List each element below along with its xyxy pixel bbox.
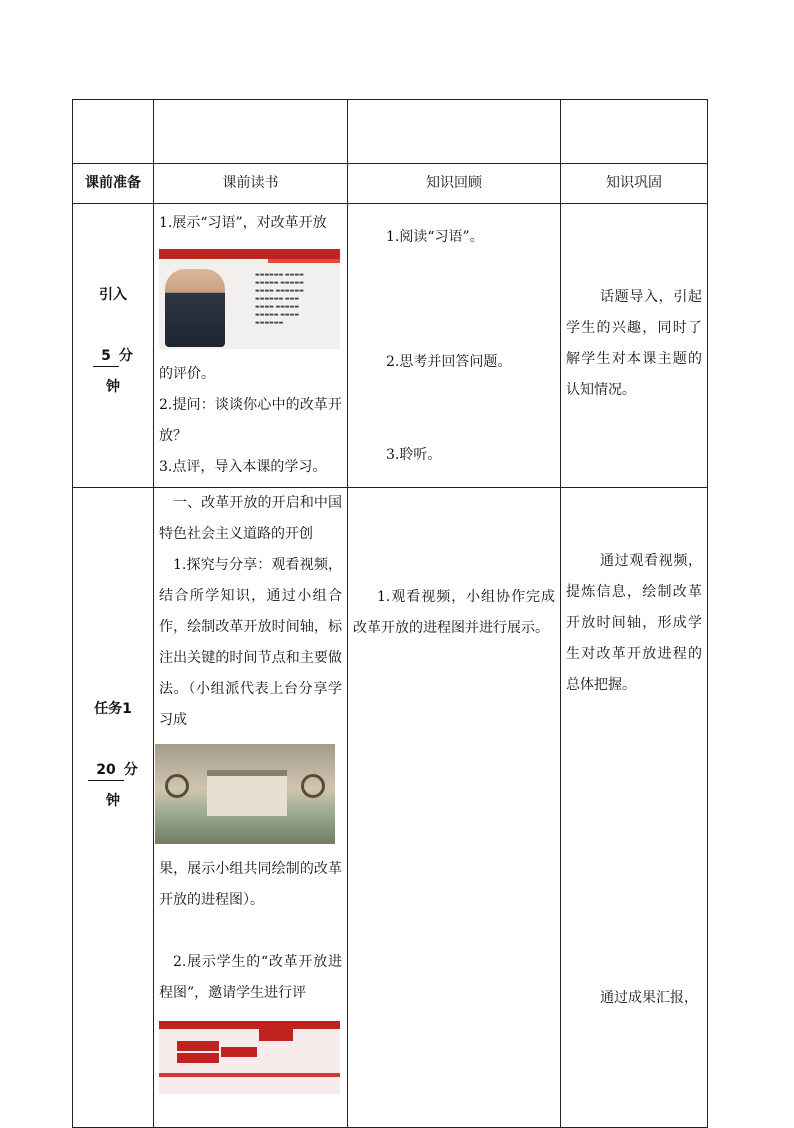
task1-teacher-4: 2.展示学生的“改革开放进程图”，邀请学生进行评 [159, 954, 342, 1001]
door-ring-right [301, 774, 325, 798]
col-consolidate-header: 知识巩固 [561, 164, 708, 204]
task1-student-1: 1.观看视频，小组协作完成改革开放的进程图并进行展示。 [353, 589, 555, 636]
intro-student-cell [348, 204, 561, 488]
col-reading-header: 课前读书 [154, 164, 348, 204]
blank-header-row [73, 100, 708, 164]
intro-unit-b: 钟 [106, 379, 120, 395]
lesson-plan-table [72, 99, 708, 1128]
intro-student-3: 3.聆听。 [386, 447, 442, 463]
timeline-bar [159, 1073, 340, 1077]
intro-stage-cell [73, 204, 154, 488]
intro-unit-a: 分 [118, 348, 133, 364]
task1-unit-b: 钟 [106, 793, 120, 809]
task1-minutes: 20 [88, 760, 123, 781]
col-review-header: 知识回顾 [348, 164, 561, 204]
gate-shape [207, 770, 287, 816]
intro-teacher-cell [154, 204, 348, 488]
timeline-slide-image [159, 1021, 340, 1094]
prep-row [73, 164, 708, 204]
blank-cell [348, 100, 561, 164]
task1-purpose-1: 通过观看视频，提炼信息，绘制改革开放时间轴，形成学生对改革开放进程的总体把握。 [566, 553, 702, 693]
intro-purpose-cell [561, 204, 708, 488]
blank-cell [561, 100, 708, 164]
task1-teacher-2: 1.探究与分享：观看视频，结合所学知识，通过小组合作，绘制改革开放时间轴，标注出关键的时间节点和主要做法。（小组派代表上台分享学习成 [159, 557, 342, 728]
blank-cell [73, 100, 154, 164]
task1-teacher-1: 一、改革开放的开启和中国特色社会主义道路的开创 [159, 495, 342, 542]
task1-row [73, 488, 708, 1128]
intro-teacher-4: 3.点评，导入本课的学习。 [159, 459, 327, 475]
intro-minutes: 5 [93, 346, 119, 367]
video-still-image [155, 744, 335, 844]
task1-teacher-3: 果，展示小组共同绘制的改革开放的进程图）。 [159, 861, 342, 908]
intro-student-2: 2.思考并回答问题。 [386, 354, 512, 370]
task1-purpose-2: 通过成果汇报， [600, 990, 698, 1006]
task1-unit-a: 分 [123, 762, 138, 778]
intro-teacher-1: 1.展示“习语”，对改革开放 [159, 215, 327, 231]
prep-label: 课前准备 [73, 164, 154, 204]
task1-purpose-cell [561, 488, 708, 1128]
intro-teacher-2: 的评价。 [159, 366, 215, 382]
intro-teacher-3: 2.提问：谈谈你心中的改革开放？ [159, 397, 342, 444]
intro-stage-label: 引入 [99, 287, 127, 303]
task1-student-cell [348, 488, 561, 1128]
portrait-figure [165, 269, 225, 347]
blank-cell [154, 100, 348, 164]
door-ring-left [165, 774, 189, 798]
task1-stage-label: 任务1 [94, 701, 132, 717]
task1-stage-cell [73, 488, 154, 1128]
xi-quote-slide-image: ▬▬▬▬▬▬ ▬▬▬▬ ▬▬▬▬▬ ▬▬▬▬▬ ▬▬▬▬ ▬▬▬▬▬▬ ▬▬▬▬▬▬ ▬▬▬ ▬▬▬▬ ▬▬▬▬▬ ▬▬▬▬▬ ▬▬▬▬ ▬▬▬▬▬▬ [159, 249, 340, 349]
intro-row [73, 204, 708, 488]
task1-teacher-cell [154, 488, 348, 1128]
intro-student-1: 1.阅读“习语”。 [386, 229, 484, 245]
intro-purpose: 话题导入，引起学生的兴趣，同时了解学生对本课主题的认知情况。 [566, 289, 702, 398]
